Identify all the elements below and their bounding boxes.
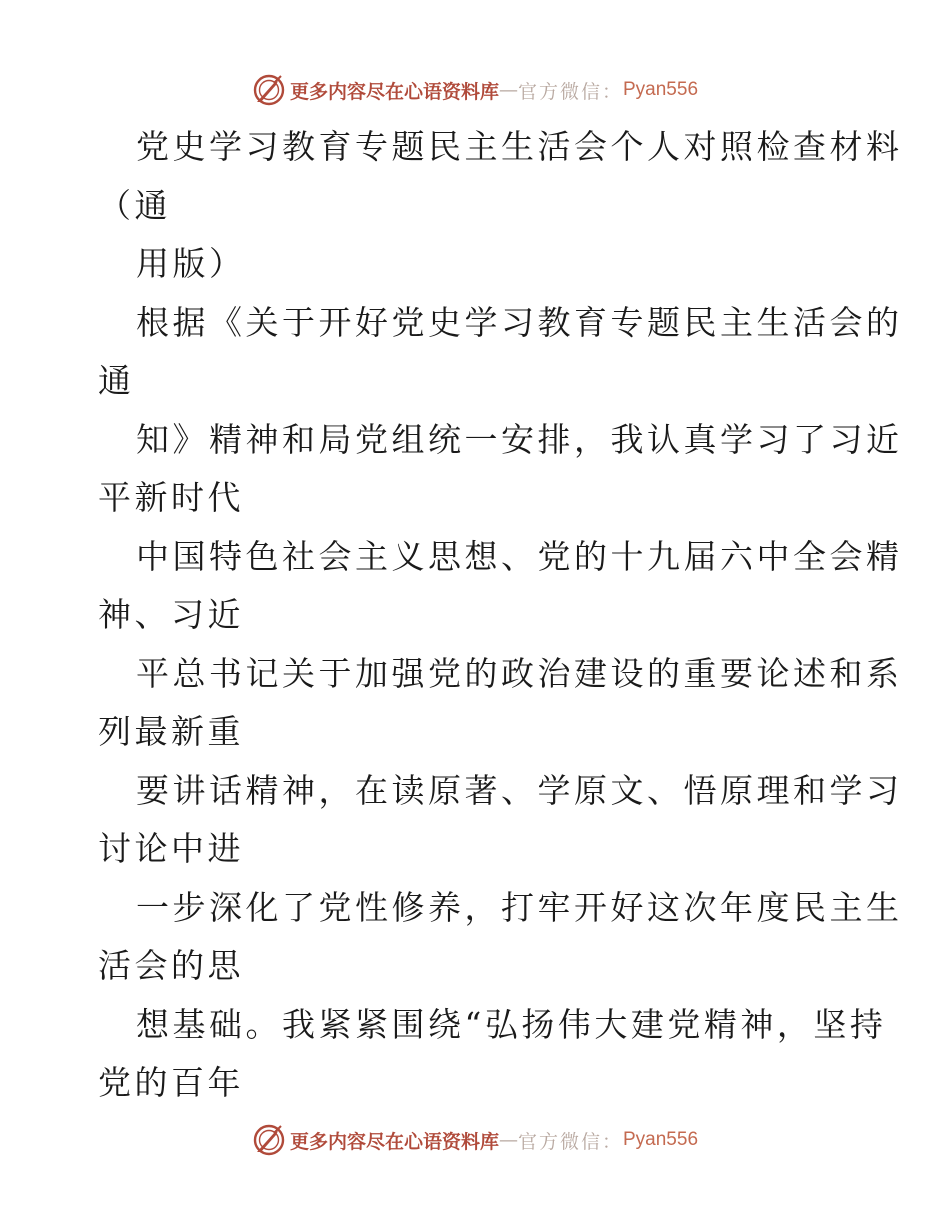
watermark-separator: —: [498, 79, 518, 101]
document-line: 平新时代: [98, 478, 244, 517]
quill-pen-logo-icon: [252, 1123, 286, 1157]
document-line: 想基础。我紧紧围绕“弘扬伟大建党精神，坚持: [136, 1004, 887, 1044]
watermark-brand: 更多内容尽在心语资料库: [289, 80, 499, 103]
document-line: 神、习近: [98, 595, 244, 634]
watermark-wechat-id: Pyan556: [623, 1129, 699, 1150]
watermark-official-label: 官方微信：: [517, 80, 623, 103]
document-line: 通: [98, 361, 135, 400]
document-line: 知》精神和局党组统一安排，我认真学习了习近: [136, 419, 903, 459]
document-line: 中国特色社会主义思想、党的十九届六中全会精: [136, 536, 903, 576]
watermark-wechat-id: Pyan556: [623, 79, 699, 100]
document-body: [98, 118, 903, 1113]
document-line: （通: [98, 185, 171, 225]
watermark-separator: —: [498, 1129, 518, 1151]
watermark-official-label: 官方微信：: [517, 1130, 623, 1153]
document-line: 要讲话精神，在读原著、学原文、悟原理和学习: [136, 770, 903, 810]
document-line: 党的百年: [98, 1063, 244, 1102]
document-line: 列最新重: [98, 712, 244, 751]
document-line: 平总书记关于加强党的政治建设的重要论述和系: [136, 653, 903, 693]
footer-watermark: [0, 1120, 950, 1160]
header-watermark: [0, 70, 950, 110]
document-line: 讨论中进: [98, 829, 244, 868]
watermark-brand: 更多内容尽在心语资料库: [289, 1130, 499, 1153]
document-line: 根据《关于开好党史学习教育专题民主生活会的: [136, 302, 903, 342]
document-line: 一步深化了党性修养，打牢开好这次年度民主生: [136, 887, 903, 927]
document-line: 活会的思: [98, 946, 244, 985]
document-line: 用版）: [136, 244, 246, 283]
document-line: 党史学习教育专题民主生活会个人对照检查材料: [136, 127, 903, 166]
quill-pen-logo-icon: [252, 73, 286, 107]
